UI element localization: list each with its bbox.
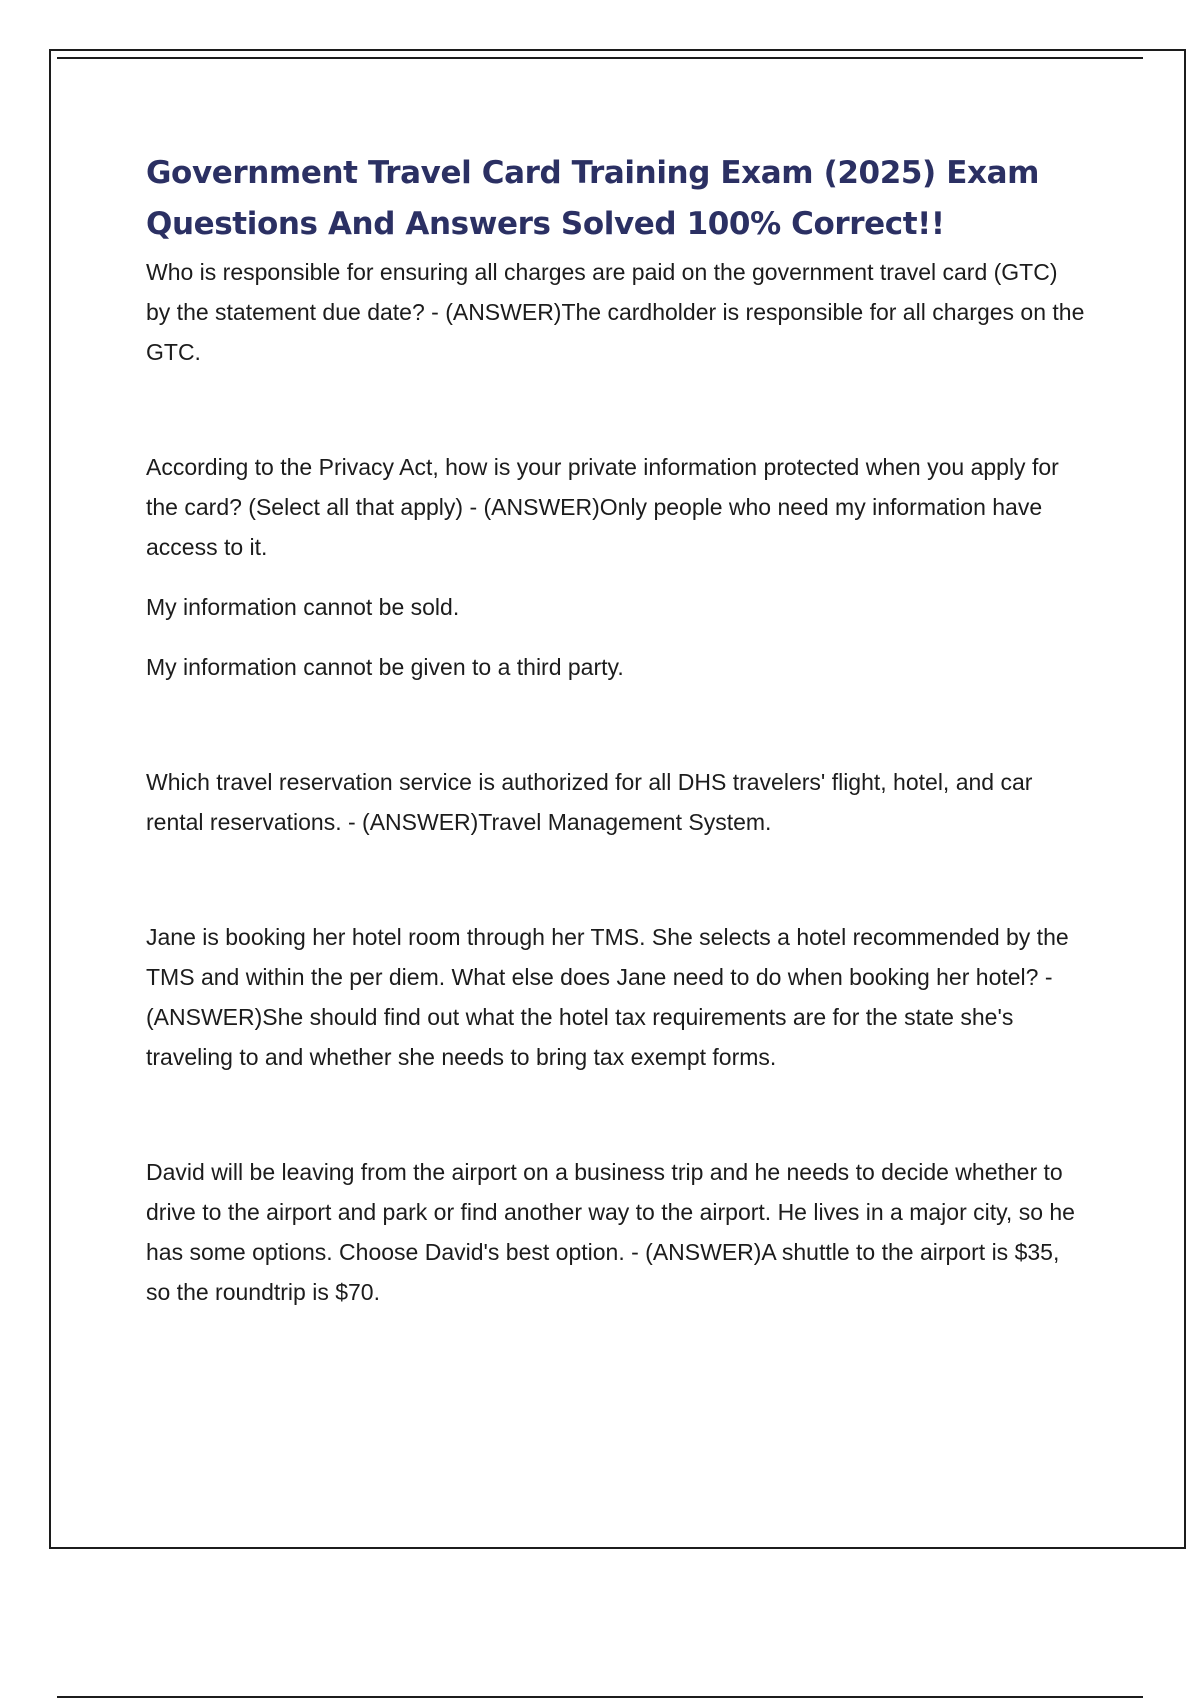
top-rule bbox=[57, 57, 1143, 59]
qa-text: Which travel reservation service is authorized for all DHS travelers' flight, hotel, and car rental reservations. - (ANSWER)Travel Management System. bbox=[146, 769, 1033, 835]
qa-text: Who is responsible for ensuring all charges are paid on the government travel card (GTC) by the statement due date? - (ANSWER)The cardholder is responsible for all charges on the GTC. bbox=[146, 259, 1085, 365]
document-body bbox=[146, 148, 1086, 1312]
qa-item bbox=[146, 917, 1086, 1077]
qa-text: David will be leaving from the airport on a business trip and he needs to decide whether to drive to the airport and park or find another way to the airport. He lives in a major city, so he has some options. Choose David's best option. - (ANSWER)A shuttle to the airport is $35, so the roundtrip is $70. bbox=[146, 1159, 1075, 1305]
qa-text: Jane is booking her hotel room through her TMS. She selects a hotel recommended by the TMS and within the per diem. What else does Jane need to do when booking her hotel? - (ANSWER)She should find out what the hotel tax requirements are for the state she's traveling to and whether she needs to bring tax exempt forms. bbox=[146, 924, 1069, 1070]
bottom-rule bbox=[57, 1696, 1143, 1698]
qa-item bbox=[146, 762, 1086, 842]
qa-item bbox=[146, 1152, 1086, 1312]
qa-extra-answer: My information cannot be given to a third party. bbox=[146, 654, 624, 680]
document-title: Government Travel Card Training Exam (2025) Exam Questions And Answers Solved 100% Correct!! bbox=[146, 155, 1039, 242]
qa-extra-answer: My information cannot be sold. bbox=[146, 594, 460, 620]
qa-text: According to the Privacy Act, how is your private information protected when you apply for the card? (Select all that apply) - (ANSWER)Only people who need my information have access to it. bbox=[146, 454, 1059, 560]
qa-item bbox=[146, 447, 1086, 687]
qa-item bbox=[146, 252, 1086, 372]
